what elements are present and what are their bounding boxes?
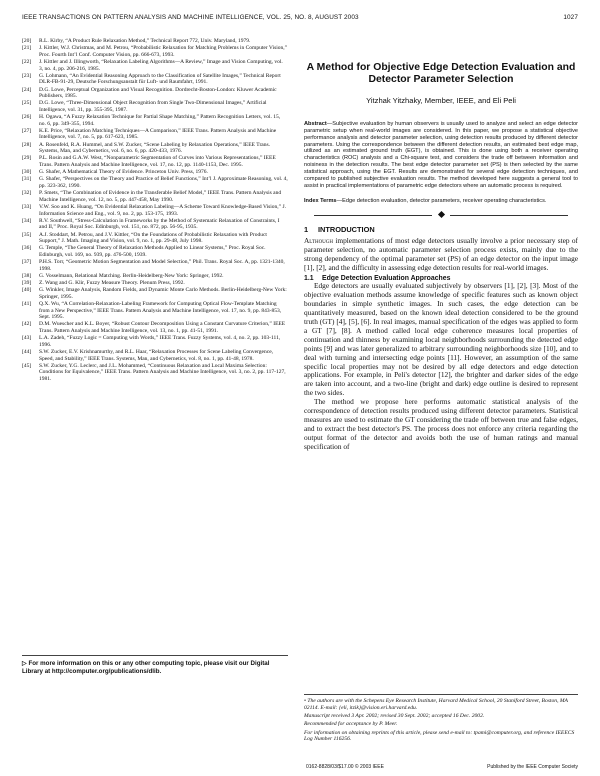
reference-number: [25] [22, 100, 32, 107]
reference-entry [22, 363, 288, 383]
index-terms-label: Index Terms [304, 197, 337, 204]
affiliation-note: • The authors are with the Schepens Eye Research Institute, Harvard Medical School, 20 Staniford Street, Boston, MA 02114. E-mail: {eli, itzik}@vision.eri.harvard.edu. [304, 698, 568, 711]
section-heading [304, 225, 578, 234]
article-start [304, 38, 578, 452]
divider-line-right [450, 215, 568, 216]
reference-entry [22, 114, 288, 127]
reference-entry [22, 335, 288, 348]
reference-text: D.G. Lowe, Perceptual Organization and Visual Recognition. Dordrecht-Boston-London: Kluwer Academic Publishers, 1985. [39, 86, 277, 100]
reference-text: K.E. Price, “Relaxation Matching Techniques—A Comparison,” IEEE Trans. Pattern Analysis and Machine Intelligence, vol. 7, no. 5, pp. 617-623, 1985. [39, 127, 277, 141]
reference-entry [22, 169, 288, 176]
reference-number: [24] [22, 86, 32, 93]
reference-text: S.W. Zucker, Y.G. Leclerc, and J.L. Mohammed, “Continuous Relaxation and Local Maxima Selection: Conditions for Equivalence,” IEEE Trans. Pattern Analysis and Machine Intelligence, vol. 3, no. 2, pp. 117-127, 1981. [39, 362, 286, 382]
reference-text: R.V. Southwell, “Stress-Calculation in Frameworks by the Method of Systematic Relaxation of Constraints, I and II,” Proc. Royal Soc. Edinburgh, vol. 151, no. 872, pp. 56-95, 1935. [39, 217, 280, 231]
title-footnotes [304, 694, 578, 745]
reference-number: [33] [22, 203, 32, 210]
reference-text: Q.X. Wu, “A Correlation-Relaxation-Labeling Framework for Computing Optical Flow-Template Matching from a New Perspective,” IEEE Trans. Pattern Analysis and Machine Intelligence, vol. 17, no. 9, pp. 843-853, Sept. 1995. [39, 301, 282, 321]
journal-title: IEEE TRANSACTIONS ON PATTERN ANALYSIS AND MACHINE INTELLIGENCE, VOL. 25, NO. 8, AUGUST 2003 [22, 14, 359, 21]
reference-text: V.W. Soo and K. Huang, “On Evidential Relaxation Labeling—A Scheme Toward Knowledge-Based Vision,” J. Information Science and Eng., vol. 9, no. 2, pp. 153-175, 1993. [39, 203, 286, 217]
reference-number: [39] [22, 280, 32, 287]
reference-entry [22, 176, 288, 189]
abstract-label: Abstract [304, 120, 327, 127]
reference-text: D.G. Lowe, “Three-Dimensional Object Recognition from Single Two-Dimensional Images,” Artificial Intelligence, vol. 31, pp. 355-395, 1987. [39, 100, 267, 113]
reference-text: Z. Wang and G. Klir, Fuzzy Measure Theory. Plenum Press, 1992. [39, 280, 185, 287]
reference-number: [38] [22, 272, 32, 279]
reference-entry [22, 142, 288, 155]
reference-number: [40] [22, 287, 32, 294]
reference-text: G. Winkler, Image Analysis, Random Fields, and Dynamic Monte Carlo Methods. Berlin-Heidelberg-New York: Springer, 1995. [39, 287, 287, 300]
reference-entry [22, 232, 288, 245]
reference-number: [31] [22, 176, 32, 183]
reference-number: [32] [22, 190, 32, 197]
reference-text: G. Lohmann, “An Evidential Reasoning Approach to the Classification of Satellite Images,” Technical Report DLR-FB-91-29, Deutsche Forschungsanstalt für Luft- und Raumfahrt, 1991. [39, 72, 281, 86]
reference-entry [22, 38, 288, 45]
reference-text: R.L. Kirby, “A Product Rule Relaxation Method,” Technical Report 772, Univ. Maryland, 1979. [39, 38, 251, 44]
reference-number: [35] [22, 231, 32, 238]
reference-number: [30] [22, 169, 32, 176]
reference-entry [22, 155, 288, 168]
reference-number: [36] [22, 245, 32, 252]
reference-entry [22, 218, 288, 231]
reference-number: [28] [22, 141, 32, 148]
reference-text: G. Temple, “The General Theory of Relaxation Methods Applied to Linear Systems,” Proc. Royal Soc. Edinburgh, vol. 169, no. 939, pp. 476-500, 1939. [39, 245, 266, 258]
reference-text: H. Ogawa, “A Fuzzy Relaxation Technique for Partial Shape Matching,” Pattern Recognition Letters, vol. 15, no. 6, pp. 349-355, 1994. [39, 114, 281, 127]
diamond-ornament-icon [437, 211, 444, 218]
reference-text: S.W. Zucker, E.V. Krishnamurthy, and R.L. Haar, “Relaxation Processes for Scene Labeling Convergence, Speed, and Stability,” IEEE Trans. Systems, Man, and Cybernetics, vol. 8, no. 1, pp. 41-48, 1978. [39, 348, 274, 362]
reference-text: P. Smets, “The Combination of Evidence in the Transferable Belief Model,” IEEE Trans. Pattern Analysis and Machine Intelligence, vol. 12, no. 5, pp. 447-458, May 1990. [39, 190, 282, 203]
reference-text: A.J. Stoddart, M. Petrou, and J.V. Kittler, “On the Foundations of Probabilistic Relaxation with Product Support,” J. Math. Imaging and Vision, vol. 9, no. 1, pp. 29-48, July 1998. [39, 231, 267, 245]
intro-lead-word: Although [304, 235, 334, 245]
reference-number: [34] [22, 217, 32, 224]
reference-number: [21] [22, 45, 32, 52]
reference-entry [22, 45, 288, 58]
reference-entry [22, 59, 288, 72]
reference-text: L.A. Zadeh, “Fuzzy Logic = Computing with Words,” IEEE Trans. Fuzzy Systems, vol. 4, no. 2, pp. 103-111, 1996. [39, 335, 281, 348]
reference-entry [22, 100, 288, 113]
intro-paragraph-1 [304, 237, 578, 273]
reference-number: [45] [22, 362, 32, 369]
reference-number: [26] [22, 114, 32, 121]
reference-number: [37] [22, 259, 32, 266]
intro-paragraph-3: The method we propose here performs automatic statistical analysis of the correspondence of detection results produced using different detector parameters. Statistical measures are used to estimate the GT considering the trade off between true and false edges, and to extract the best detector's PS. The process does not enforce any criteria regarding the output format of the detector and avoids both the use of human ratings and manual specification of [304, 397, 578, 451]
divider-line-left [314, 215, 432, 216]
index-terms-text: —Edge detection evaluation, detector parameters, receiver operating characteristics. [336, 197, 547, 204]
reference-number: [23] [22, 72, 32, 79]
reference-text: J. Kittler, W.J. Christmas, and M. Petrou, “Probabilistic Relaxation for Matching Problems in Computer Vision,” Proc. Fourth Int’l Conf. Computer Vision, pp. 666-673, 1993. [39, 45, 288, 58]
intro-paragraph-1-text: implementations of most edge detectors usually involve a prior necessary step of parameter selection, no automatic parameter selection process exists, mainly due to the strong dependency of the optimal parameter set (PS) of an edge detector on the input image [1], [2], and the difficulty in assessing edge detection results for real-world images. [304, 235, 578, 272]
section-title: INTRODUCTION [318, 224, 375, 234]
abstract-text: —Subjective evaluation by human observers is usually used to analyze and select an edge detector parametric setup when real-world images are considered. In this paper, we propose a statistical objective performance analysis and detector parameter selection, using detection results produced by different detector parameters. Using the correspondence between the different detection results, an estimated best edge map, utilized as an estimated ground truth (EGT), is obtained. This is done using both a receiver operating characteristics (ROC) analysis and a Chi-square test, and considers the trade off between information and noisiness in the detection results. The best edge detector parameter set (PS) is then selected by the same statistical approach, using the EGT. Results are demonstrated for several edge detection techniques, and compared to published subjective evaluation results. The method developed here suggests a general tool to assist in practical implementations of parametric edge detectors where an automatic process is required. [304, 120, 578, 189]
reference-entry [22, 273, 288, 280]
paper-title: A Method for Objective Edge Detection Evaluation and Detector Parameter Selection [306, 62, 576, 86]
reference-number: [43] [22, 335, 32, 342]
received-note: Manuscript received 3 Apr. 2002; revised 30 Sept. 2002; accepted 16 Dec. 2002. [304, 713, 485, 720]
reference-entry [22, 321, 288, 334]
reference-text: D.M. Wuescher and K.L. Boyer, “Robust Contour Decomposition Using a Constant Curvature Criterion,” IEEE Trans. Pattern Analysis and Machine Intelligence, vol. 13, no. 1, pp. 41-51, 1991. [39, 321, 286, 334]
reference-text: A. Rosenfeld, R.A. Hummel, and S.W. Zucker, “Scene Labeling by Relaxation Operations,” IEEE Trans. Systems, Man, and Cybernetics, vol. 6, no. 6, pp. 420-433, 1976. [39, 141, 270, 155]
issn-copyright: 0162-8828/03/$17.00 © 2003 IEEE [306, 764, 384, 770]
reference-number: [41] [22, 301, 32, 308]
reference-entry [22, 73, 288, 86]
section-number: 1 [304, 224, 309, 234]
reprints-note: For information on obtaining reprints of this article, please send e-mail to: tpami@computer.org, and reference IEEECS Log Number 116256. [304, 729, 575, 743]
index-terms [304, 198, 578, 205]
reference-number: [27] [22, 127, 32, 134]
abstract [304, 121, 578, 190]
reference-text: P.H.S. Torr, “Geometric Motion Segmentation and Model Selection,” Phil. Trans. Royal Soc. A, pp. 1321-1340, 1998. [39, 259, 285, 272]
reference-number: [22] [22, 58, 32, 65]
reference-text: G. Shafer, “Perspectives on the Theory and Practice of Belief Functions,” Int’l J. Approximate Reasoning, vol. 4, pp. 323-362, 1990. [39, 176, 288, 189]
digital-library-note: ▷ For more information on this or any other computing topic, please visit our Digital Library at http://computer.org/publications/dlib. [22, 655, 288, 675]
reference-entry [22, 349, 288, 362]
reference-text: G. Shafer, A Mathematical Theory of Evidence. Princeton Univ. Press, 1976. [39, 169, 208, 176]
reference-entry [22, 128, 288, 141]
reference-text: P.L. Rosin and G.A.W. West, “Nonparametric Segmentation of Curves into Various Representations,” IEEE Trans. Pattern Analysis and Machine Intelligence, vol. 17, no. 12, pp. 1140-1153, Dec. 1995. [39, 155, 276, 169]
reference-entry [22, 204, 288, 217]
publisher-line: Published by the IEEE Computer Society [487, 764, 578, 770]
subsection-number: 1.1 [304, 275, 314, 283]
subsection-title: Edge Detection Evaluation Approaches [322, 275, 451, 283]
reference-entry [22, 301, 288, 321]
reference-text: G. Vosselmann, Relational Matching. Berlin-Heidelberg-New York: Springer, 1992. [39, 272, 224, 279]
reference-entry [22, 280, 288, 287]
section-divider [304, 211, 578, 219]
page-number: 1027 [563, 14, 578, 21]
reference-entry [22, 287, 288, 300]
reference-number: [29] [22, 155, 32, 162]
reference-entry [22, 245, 288, 258]
reference-text: J. Kittler and J. Illingworth, “Relaxation Labeling Algorithms—A Review,” Image and Vision Computing, vol. 3, no. 4, pp. 206-216, 1985. [39, 58, 283, 72]
recommended-note: Recommended for acceptance by P. Meer. [304, 721, 398, 728]
reference-entry [22, 190, 288, 203]
references-list [22, 38, 288, 638]
reference-number: [20] [22, 38, 32, 44]
reference-number: [42] [22, 321, 32, 328]
reference-entry [22, 259, 288, 272]
reference-number: [44] [22, 348, 32, 355]
reference-entry [22, 87, 288, 100]
author-line: Yitzhak Yitzhaky, Member, IEEE, and Eli Peli [366, 95, 516, 105]
intro-paragraph-2: Edge detectors are usually evaluated subjectively by observers [1], [2], [3]. Most of the objective evaluation methods assume knowledge of specific features such as known object boundaries in simple synthetic images. In such cases, the edge detection can be quantitatively measured, based on the known ideal detection considered to be the ground truth (GT) [4], [5], [6]. In real images, manual specification of the edges was applied to form a GT [7], [8]. A method called local edge coherence measures local properties of continuation and thinness by examining local neighborhoods surrounding the detected edge points [9] and was later generalized to arbitrary surrounding neighborhoods size [10], and to deal with turning and intersecting edge points [11]. However, an assumption of the same specific local properties may not be desired by all edge detectors and edge detection applications. For example, in Peli's detector [12], the brighter and darker sides of the edge are taken into account, and a two-line (bright and dark) edge outline is desired to represent the two sides. [304, 281, 578, 398]
page-footer [22, 764, 578, 772]
running-header [22, 14, 578, 26]
